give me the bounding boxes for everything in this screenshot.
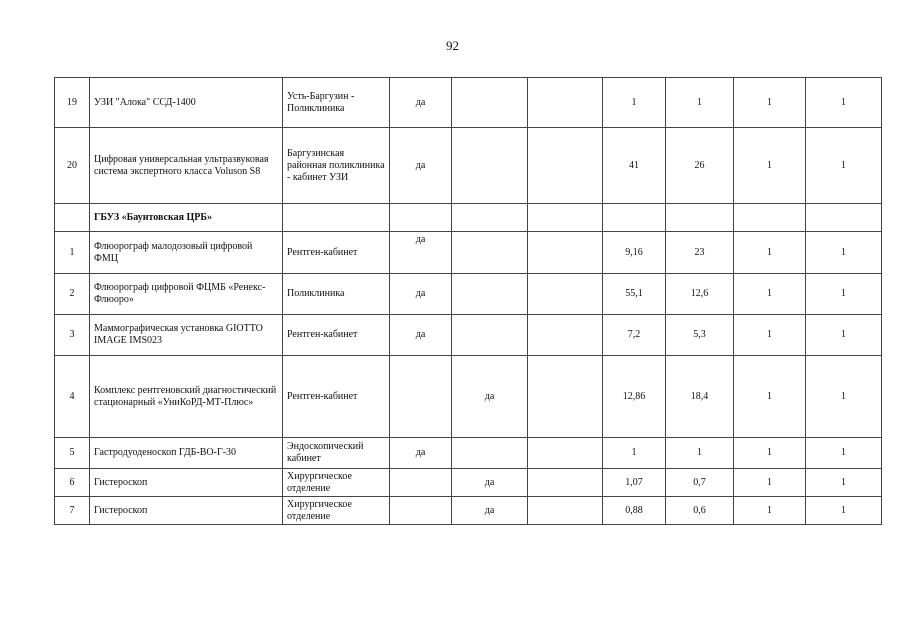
value-3: 1 [734, 128, 806, 204]
value-2: 12,6 [666, 274, 734, 315]
row-number: 4 [55, 356, 90, 438]
equipment-name: Флюорограф малодозовый цифровой ФМЦ [90, 232, 283, 274]
row-number: 7 [55, 497, 90, 525]
row-number: 3 [55, 315, 90, 356]
location: Баргузинская районная поликлиника - кабинет УЗИ [283, 128, 390, 204]
value-2: 0,6 [666, 497, 734, 525]
row-number: 19 [55, 78, 90, 128]
row-number: 5 [55, 438, 90, 469]
value-3: 1 [734, 438, 806, 469]
value-3 [734, 204, 806, 232]
col-flag-2: да [452, 356, 528, 438]
col-flag-3 [528, 356, 603, 438]
value-2: 26 [666, 128, 734, 204]
col-flag-1: да [390, 438, 452, 469]
equipment-name: Гистероскоп [90, 469, 283, 497]
value-4: 1 [806, 128, 882, 204]
location [283, 204, 390, 232]
table-row [55, 128, 882, 204]
value-1: 1 [603, 78, 666, 128]
col-flag-2 [452, 232, 528, 274]
col-flag-1 [390, 497, 452, 525]
location: Хирургическое отделение [283, 497, 390, 525]
col-flag-3 [528, 274, 603, 315]
row-number [55, 204, 90, 232]
col-flag-2 [452, 315, 528, 356]
table-row [55, 469, 882, 497]
value-4: 1 [806, 497, 882, 525]
location: Поликлиника [283, 274, 390, 315]
value-3: 1 [734, 274, 806, 315]
value-4 [806, 204, 882, 232]
value-4: 1 [806, 356, 882, 438]
section-heading: ГБУЗ «Баунтовская ЦРБ» [90, 204, 283, 232]
location: Рентген-кабинет [283, 356, 390, 438]
col-flag-1: да [390, 315, 452, 356]
col-flag-3 [528, 315, 603, 356]
value-4: 1 [806, 232, 882, 274]
value-1: 55,1 [603, 274, 666, 315]
table-row [55, 497, 882, 525]
value-2: 5,3 [666, 315, 734, 356]
col-flag-1 [390, 204, 452, 232]
col-flag-2 [452, 128, 528, 204]
value-3: 1 [734, 232, 806, 274]
equipment-name: УЗИ "Алока" ССД-1400 [90, 78, 283, 128]
value-2: 0,7 [666, 469, 734, 497]
location: Усть-Баргузин - Поликлиника [283, 78, 390, 128]
value-2 [666, 204, 734, 232]
location: Рентген-кабинет [283, 315, 390, 356]
col-flag-1 [390, 469, 452, 497]
row-number: 20 [55, 128, 90, 204]
col-flag-3 [528, 204, 603, 232]
value-4: 1 [806, 438, 882, 469]
table-row [55, 438, 882, 469]
value-1 [603, 204, 666, 232]
table-row [55, 315, 882, 356]
table-row [55, 356, 882, 438]
row-number: 2 [55, 274, 90, 315]
value-1: 9,16 [603, 232, 666, 274]
location: Хирургическое отделение [283, 469, 390, 497]
value-3: 1 [734, 356, 806, 438]
value-2: 1 [666, 438, 734, 469]
value-2: 1 [666, 78, 734, 128]
value-1: 7,2 [603, 315, 666, 356]
value-2: 23 [666, 232, 734, 274]
col-flag-3 [528, 128, 603, 204]
col-flag-1: да [390, 78, 452, 128]
col-flag-3 [528, 469, 603, 497]
col-flag-1: да [390, 232, 452, 274]
col-flag-1: да [390, 128, 452, 204]
row-number: 1 [55, 232, 90, 274]
location: Рентген-кабинет [283, 232, 390, 274]
value-2: 18,4 [666, 356, 734, 438]
equipment-table [54, 77, 882, 525]
equipment-name: Цифровая универсальная ультразвуковая система экспертного класса Voluson S8 [90, 128, 283, 204]
location: Эндоскопический кабинет [283, 438, 390, 469]
value-3: 1 [734, 315, 806, 356]
value-3: 1 [734, 469, 806, 497]
col-flag-3 [528, 497, 603, 525]
col-flag-2 [452, 78, 528, 128]
col-flag-2: да [452, 497, 528, 525]
equipment-name: Гастродуоденоскоп ГДБ-ВО-Г-30 [90, 438, 283, 469]
value-1: 12,86 [603, 356, 666, 438]
value-1: 1 [603, 438, 666, 469]
col-flag-1: да [390, 274, 452, 315]
equipment-name: Комплекс рентгеновский диагностический стационарный «УниКоРД-МТ-Плюс» [90, 356, 283, 438]
table-row [55, 78, 882, 128]
equipment-name: Гистероскоп [90, 497, 283, 525]
col-flag-2 [452, 274, 528, 315]
value-1: 0,88 [603, 497, 666, 525]
equipment-name: Флюорограф цифровой ФЦМБ «Ренекс-Флюоро» [90, 274, 283, 315]
col-flag-1 [390, 356, 452, 438]
col-flag-2: да [452, 469, 528, 497]
col-flag-2 [452, 204, 528, 232]
col-flag-3 [528, 438, 603, 469]
page-number: 92 [446, 38, 459, 53]
value-4: 1 [806, 315, 882, 356]
table-row [55, 232, 882, 274]
equipment-name: Маммографическая установка GIOTTO IMAGE IMS023 [90, 315, 283, 356]
value-1: 1,07 [603, 469, 666, 497]
value-1: 41 [603, 128, 666, 204]
col-flag-2 [452, 438, 528, 469]
table-row [55, 204, 882, 232]
col-flag-3 [528, 78, 603, 128]
value-4: 1 [806, 469, 882, 497]
value-3: 1 [734, 497, 806, 525]
row-number: 6 [55, 469, 90, 497]
col-flag-3 [528, 232, 603, 274]
value-4: 1 [806, 274, 882, 315]
value-3: 1 [734, 78, 806, 128]
value-4: 1 [806, 78, 882, 128]
table-row [55, 274, 882, 315]
